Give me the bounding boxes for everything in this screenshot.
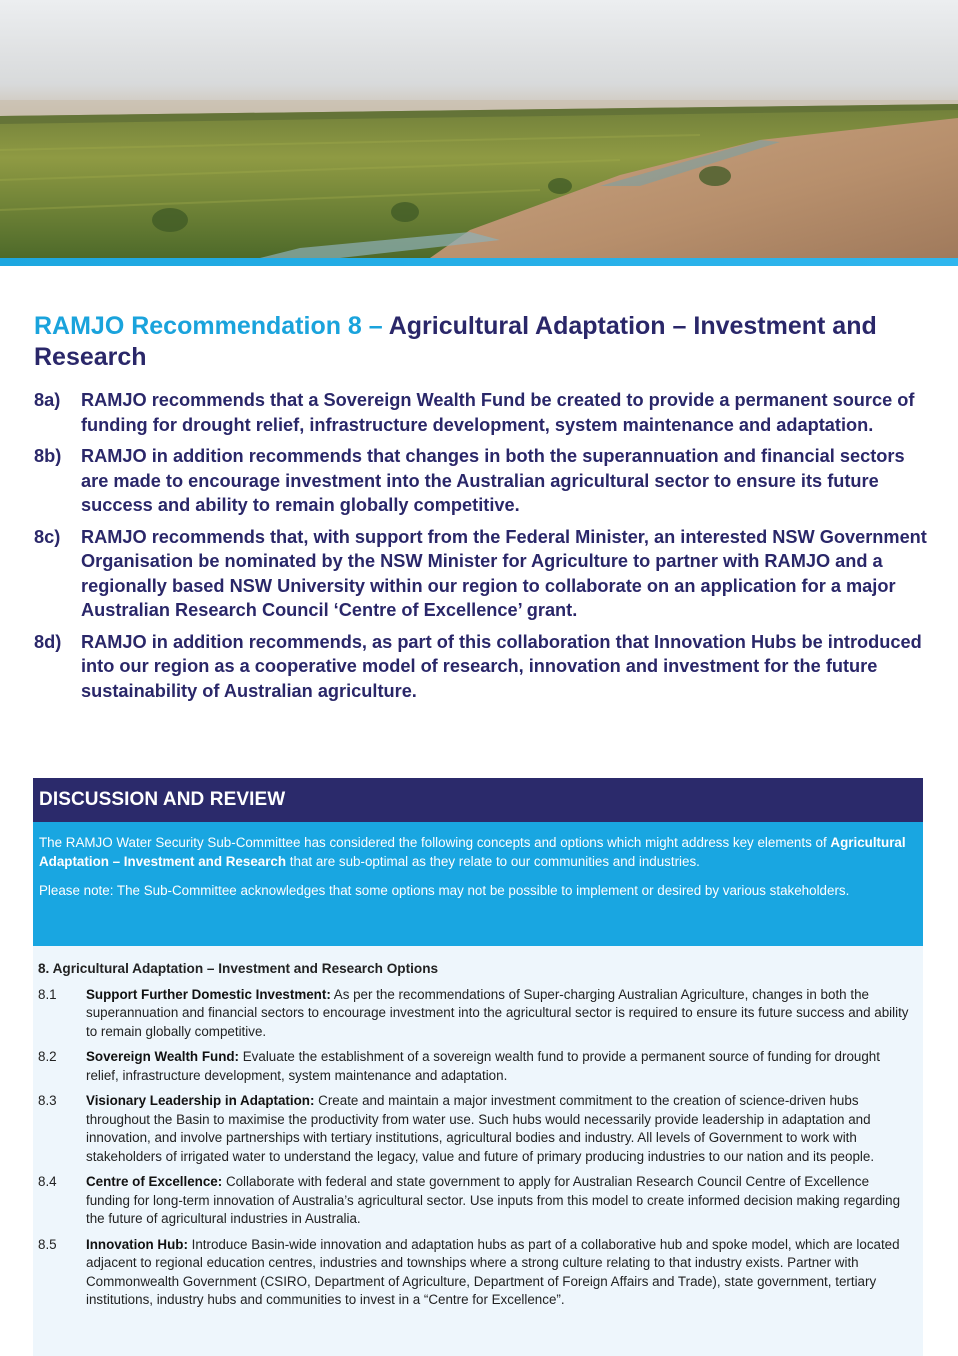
recommendation-text: RAMJO in addition recommends, as part of this collaboration that Innovation Hubs be introduced into our region as a cooperative model of research, innovation and investment for the future sustainability of Australian agriculture.: [81, 631, 922, 701]
recommendation-text: RAMJO recommends that, with support from the Federal Minister, an interested NSW Government Organisation be nominated by the NSW Minister for Agriculture to partner with RAMJO and a regionally based NSW University within our region to collaborate on an application for a major Australian Research Council ‘Centre of Excellence’ grant.: [81, 526, 927, 620]
discussion-heading: DISCUSSION AND REVIEW: [33, 778, 923, 822]
page-title: [34, 311, 934, 373]
intro-after: that are sub-optimal as they relate to our communities and industries.: [289, 853, 700, 869]
recommendation-item: [34, 630, 934, 704]
option-text: Collaborate with federal and state government to apply for Australian Research Council Centre of Excellence funding for long-term innovation of Australia’s agricultural sector. Use inputs from this model to create informed decision making regarding the future of agricultural industries in Australia.: [86, 1174, 901, 1226]
discussion-intro: [39, 834, 915, 871]
recommendation-text: RAMJO recommends that a Sovereign Wealth Fund be created to provide a permanent source of funding for drought relief, infrastructure development, system maintenance and adaptation.: [81, 390, 915, 435]
option-title: Innovation Hub:: [86, 1236, 188, 1252]
option-number: 8.5: [38, 1236, 57, 1252]
option-number: 8.1: [38, 986, 57, 1002]
intro-before: The RAMJO Water Security Sub-Committee has considered the following concepts and options which might address key elements of: [39, 835, 827, 850]
option-text: As per the recommendations of Super-charging Australian Agriculture, changes in both the superannuation and financial sectors to encourage investment into the agricultural sector is required to ensure its future success and ability to remain globally competitive.: [86, 986, 909, 1039]
discussion-intro-box: [33, 822, 923, 946]
option-item: [38, 1092, 915, 1166]
option-text: Create and maintain a major investment commitment to the creation of science-driven hubs throughout the Basin to maximise the productivity from water use. Such hubs would necessarily provide leadership in adaptation and innovation, and involve partnerships with tertiary institutions, agricultural bodies and industry. All levels of Government to work with stakeholders of irrigated water to understand the legacy, value and future of primary producing industries to our nation and its people.: [86, 1093, 875, 1164]
option-item: [38, 1236, 915, 1310]
title-rest: Agricultural Adaptation – Investment and Research: [34, 312, 877, 371]
recommendation-item: [34, 388, 934, 437]
option-number: 8.2: [38, 1049, 57, 1064]
title-prefix: RAMJO Recommendation 8 –: [34, 312, 383, 340]
recommendation-item: [34, 444, 934, 518]
recommendation-number: 8c): [34, 526, 61, 547]
recommendation-text: RAMJO in addition recommends that changes in both the superannuation and financial sectors are made to encourage investment into the Australian agricultural sector to ensure its future success and ability to remain globally competitive.: [81, 446, 905, 515]
wheat-field-illustration: [0, 0, 958, 258]
option-text: Evaluate the establishment of a sovereign wealth fund to provide a permanent source of funding for drought relief, infrastructure development, system maintenance and adaptation.: [86, 1049, 880, 1083]
option-number: 8.4: [38, 1174, 57, 1189]
recommendation-number: 8a): [34, 390, 61, 410]
recommendations-list: [34, 388, 934, 710]
recommendation-number: 8d): [34, 631, 62, 652]
option-number: 8.3: [38, 1093, 57, 1108]
options-heading: 8. Agricultural Adaptation – Investment and Research Options: [38, 961, 439, 976]
discussion-note: Please note: The Sub-Committee acknowledges that some options may not be possible to implement or desired by various stakeholders.: [39, 883, 850, 898]
option-title: Centre of Excellence:: [86, 1174, 223, 1189]
options-panel: [33, 946, 923, 1356]
option-text: Introduce Basin-wide innovation and adaptation hubs as part of a collaborative hub and spoke model, which are located adjacent to regional education centres, industries and townships where a strong culture relating to that industry exists. Partner with Commonwealth Government (CSIRO, Department of Agriculture, Department of Foreign Affairs and Trade), state government, tertiary institutions, industry hubs and communities to invest in a “Centre for Excellence”.: [86, 1236, 900, 1307]
option-item: [38, 1173, 915, 1229]
option-item: [38, 1048, 915, 1085]
recommendation-item: [34, 525, 934, 623]
hero-divider-bar: [0, 258, 958, 266]
option-title: Visionary Leadership in Adaptation:: [86, 1093, 315, 1108]
option-title: Support Further Domestic Investment:: [86, 986, 331, 1002]
intro-bold: Agricultural Adaptation – Investment and Research: [39, 835, 906, 869]
option-title: Sovereign Wealth Fund:: [86, 1049, 240, 1064]
recommendation-number: 8b): [34, 446, 62, 466]
hero-image: [0, 0, 958, 258]
option-item: [38, 986, 915, 1042]
